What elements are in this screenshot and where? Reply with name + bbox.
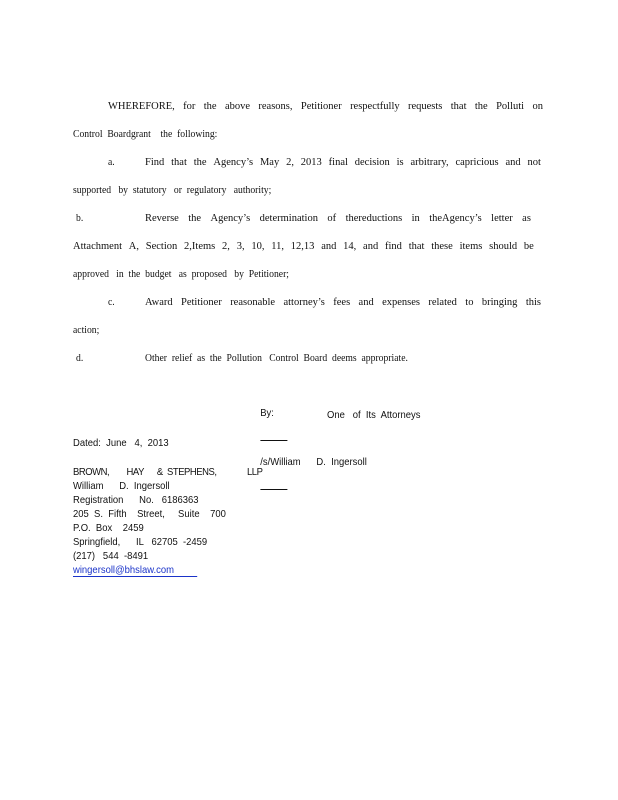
word: Section <box>145 241 178 252</box>
signer-role: One of Its Attorneys <box>327 409 421 421</box>
word: reasons, <box>258 101 293 112</box>
word: 2, <box>222 241 230 252</box>
word: should <box>489 241 518 252</box>
word: and <box>358 297 374 308</box>
word: letter <box>491 213 513 224</box>
word: that <box>171 157 187 168</box>
item-b-marker: b. <box>76 213 84 224</box>
word: 12,13 <box>290 241 315 252</box>
wherefore-line-1 <box>108 101 543 112</box>
item-b-line-2 <box>73 241 534 252</box>
word: requests <box>407 101 443 112</box>
word: A, <box>128 241 139 252</box>
item-a-line-1 <box>145 157 541 168</box>
word: theAgency’s <box>429 213 482 224</box>
word: the <box>188 213 202 224</box>
word: be <box>523 241 534 252</box>
word: Polluti <box>496 101 525 112</box>
word: Petitioner <box>180 297 222 308</box>
signature-blank-left <box>260 431 287 441</box>
street-address: 205 S. Fifth Street, Suite 700 <box>73 508 226 520</box>
item-a-marker: a. <box>108 157 115 168</box>
word: bringing <box>481 297 518 308</box>
word: 11, <box>271 241 284 252</box>
word: the <box>193 157 207 168</box>
word: in <box>411 213 420 224</box>
word: Petitioner <box>300 101 342 112</box>
attorney-name: William D. Ingersoll <box>73 480 170 492</box>
item-d-line-1: Other relief as the Pollution Control Board deems appropriate. <box>145 353 408 364</box>
item-d-marker: d. <box>76 353 84 364</box>
item-c-line-1 <box>145 297 541 308</box>
word: Agency’s <box>210 213 251 224</box>
po-box: P.O. Box 2459 <box>73 522 144 534</box>
by-label: By: <box>260 407 274 419</box>
word: Agency’s <box>213 157 254 168</box>
word: 2, <box>286 157 294 168</box>
word: WHEREFORE, <box>108 101 175 112</box>
word: of <box>327 213 337 224</box>
word: respectfully <box>350 101 400 112</box>
item-b-line-3: approved in the budget as proposed by Petitioner; <box>73 269 289 280</box>
wherefore-line-2: Control Boardgrant the following: <box>73 129 218 140</box>
phone-number: (217) 544 -8491 <box>73 550 149 562</box>
word: arbitrary, <box>410 157 449 168</box>
word: and <box>321 241 337 252</box>
word: for <box>183 101 196 112</box>
word: attorney’s <box>283 297 325 308</box>
word: and <box>363 241 379 252</box>
word: 2,Items <box>184 241 216 252</box>
word: thereductions <box>345 213 403 224</box>
email-address[interactable]: wingersoll@bhslaw.com <box>73 564 197 577</box>
word: find <box>385 241 402 252</box>
word: not <box>527 157 541 168</box>
word: 14, <box>343 241 357 252</box>
word: as <box>522 213 531 224</box>
word: 2013 <box>300 157 322 168</box>
word: this <box>525 297 541 308</box>
word: Attachment <box>73 241 122 252</box>
word: capricious <box>455 157 499 168</box>
word: Find <box>145 157 165 168</box>
word: fees <box>333 297 351 308</box>
word: Reverse <box>145 213 179 224</box>
signature-blank-right <box>260 480 287 490</box>
word: the <box>203 101 217 112</box>
word: and <box>505 157 521 168</box>
item-b-line-1 <box>145 213 531 224</box>
city-state-zip: Springfield, IL 62705 -2459 <box>73 536 208 548</box>
word: related <box>428 297 457 308</box>
word: reasonable <box>230 297 276 308</box>
word: is <box>396 157 404 168</box>
item-a-line-2: supported by statutory or regulatory authority; <box>73 185 272 196</box>
item-c-marker: c. <box>108 297 115 308</box>
word: the <box>474 101 488 112</box>
word: items <box>459 241 483 252</box>
word: decision <box>354 157 390 168</box>
word: May <box>259 157 280 168</box>
word: 10, <box>251 241 265 252</box>
firm-name: BROWN, HAY & STEPHENS, LLP <box>73 466 263 478</box>
word: final <box>328 157 348 168</box>
word: these <box>431 241 453 252</box>
word: expenses <box>382 297 420 308</box>
word: above <box>224 101 251 112</box>
word: to <box>465 297 474 308</box>
word: on <box>532 101 543 112</box>
registration-number: Registration No. 6186363 <box>73 494 199 506</box>
item-c-line-2: action; <box>73 325 100 336</box>
word: that <box>408 241 425 252</box>
date-line: Dated: June 4, 2013 <box>73 437 169 449</box>
word: that <box>450 101 467 112</box>
word: determination <box>259 213 318 224</box>
word: Award <box>145 297 173 308</box>
signer-name: /s/William D. Ingersoll <box>260 456 367 468</box>
word: 3, <box>236 241 245 252</box>
email-link[interactable] <box>73 564 197 576</box>
